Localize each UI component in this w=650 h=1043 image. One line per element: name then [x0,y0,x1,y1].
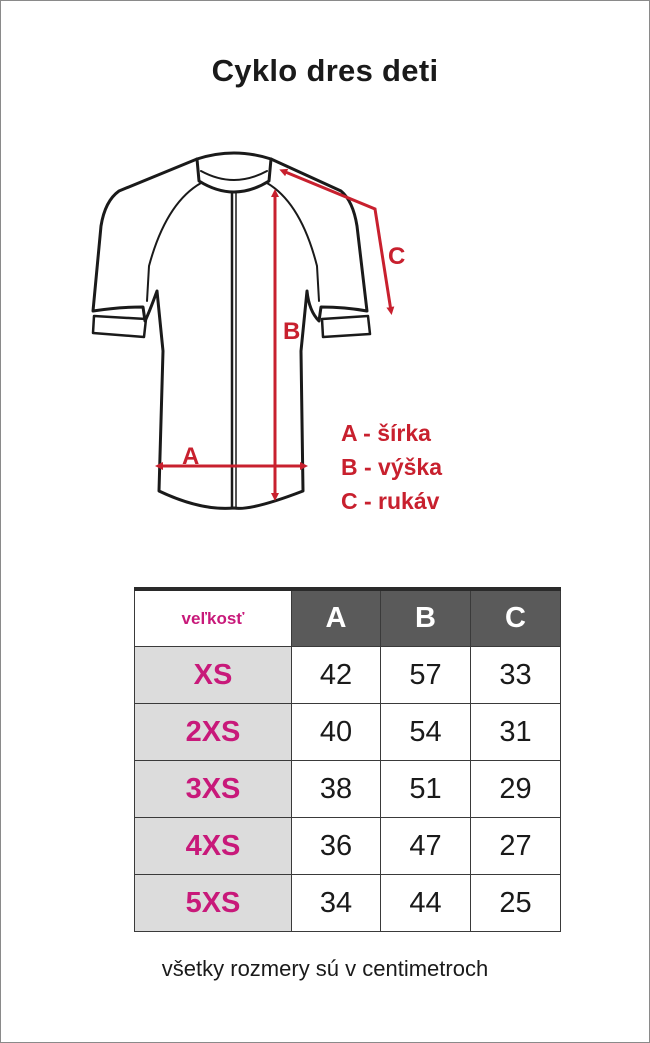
value-a: 38 [292,761,381,818]
value-b: 57 [381,647,471,704]
value-c: 27 [471,818,561,875]
label-a: A [182,443,200,470]
value-a: 34 [292,875,381,932]
table-row [135,875,561,932]
size-cell: 3XS [135,761,292,818]
raglan-seam-left [147,183,201,301]
left-cuff [93,316,146,337]
legend-b: B - výška [341,454,443,480]
value-a: 36 [292,818,381,875]
value-b: 51 [381,761,471,818]
table-header-row [135,589,561,647]
value-b: 44 [381,875,471,932]
size-cell: XS [135,647,292,704]
jersey-outline [93,153,367,508]
header-b: B [381,589,471,647]
value-c: 33 [471,647,561,704]
table-row [135,818,561,875]
value-c: 29 [471,761,561,818]
legend-a: A - šírka [341,420,431,446]
value-a: 42 [292,647,381,704]
right-cuff [322,316,370,337]
value-a: 40 [292,704,381,761]
size-cell: 4XS [135,818,292,875]
legend-c: C - rukáv [341,488,440,514]
value-b: 47 [381,818,471,875]
header-size: veľkosť [135,589,292,647]
size-table [134,587,561,932]
table-row [135,704,561,761]
measurement-legend [341,416,442,518]
value-c: 25 [471,875,561,932]
label-c: C [388,243,406,270]
label-b: B [283,318,301,345]
header-a: A [292,589,381,647]
table-row [135,761,561,818]
value-c: 31 [471,704,561,761]
jersey-diagram [1,131,650,531]
size-cell: 2XS [135,704,292,761]
table-row [135,647,561,704]
size-cell: 5XS [135,875,292,932]
value-b: 54 [381,704,471,761]
measure-c-line [283,171,391,311]
page-title: Cyklo dres deti [211,53,439,88]
header-c: C [471,589,561,647]
units-note: všetky rozmery sú v centimetroch [161,956,489,981]
